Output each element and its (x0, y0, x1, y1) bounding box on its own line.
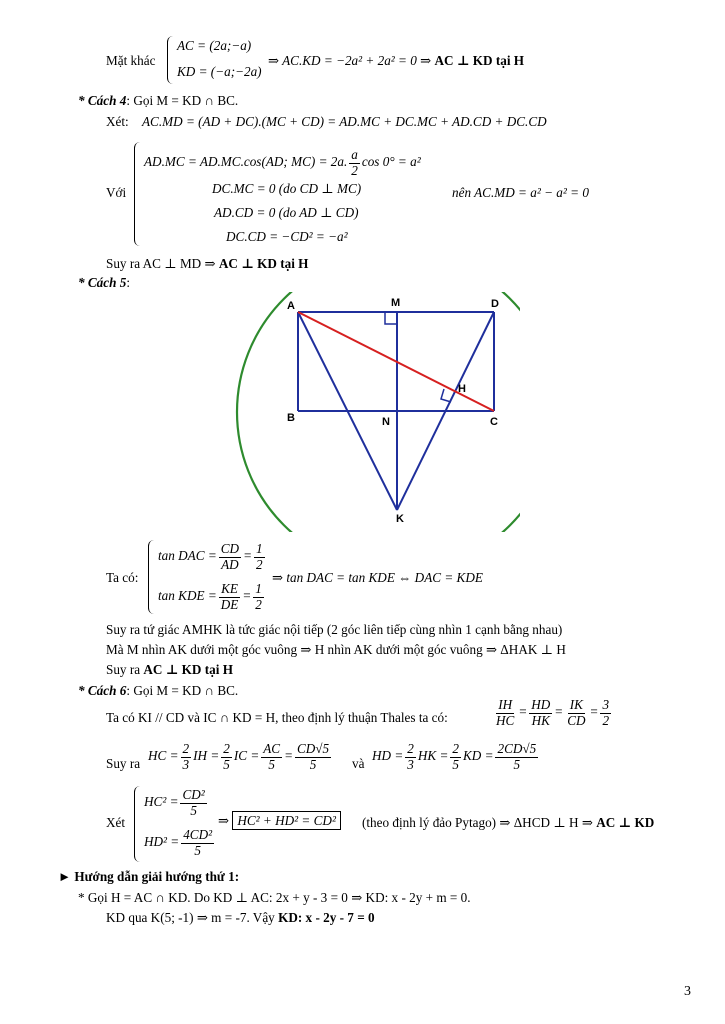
geometry-figure (220, 292, 520, 532)
cach6-hc-squared: HC² = $\frac{\text{CD²}}{5}$ (144, 787, 205, 818)
cach4-row4: DC.CD = −CD² = −a² (226, 229, 348, 244)
cach4-voi: Với (106, 185, 127, 200)
system-brace (167, 36, 176, 84)
cach6-suyra: Suy ra (106, 756, 141, 771)
system-brace (134, 786, 143, 862)
cach5-result: ⇒ tan DAC = tan KDE ⇔ DAC = KDE (272, 570, 483, 585)
guide-line2: KD qua K(5; -1) ⇒ m = -7. Vậy KD: x - 2y - 7 = 0 (106, 910, 375, 925)
cach5-tan-kde: tan KDE = $\frac{KE}{DE}$ = $\frac{1}{2}$ (158, 581, 262, 612)
cach6-thales-ratio: $\frac{IH}{HC}$ = $\frac{HD}{HK}$ = $\frac{IK}{CD}$ = $\frac{3}{2}$ (496, 697, 610, 728)
cach5-heading: * Cách 5: (78, 275, 131, 290)
cach6-pythagoras: ⇒ HC² + HD² = CD² (218, 813, 341, 828)
cach4-conclusion: Suy ra AC ⊥ MD ⇒ AC ⊥ KD tại H (106, 256, 309, 271)
cach6-hd-squared: HD² = $\frac{\text{4CD²}}{5}$ (144, 827, 213, 858)
label-c: C (490, 416, 498, 428)
cach6-xet: Xét (106, 815, 126, 830)
right-angle-m (385, 312, 397, 324)
cach4-expression: AC.MD = (AD + DC).(MC + CD) = AD.MC + DC.MC + AD.CD + DC.CD (142, 114, 547, 129)
cach6-thales-text: Ta có KI // CD và IC ∩ KD = H, theo định lý thuận Thales ta có: (106, 710, 448, 725)
cach5-tan-dac: tan DAC = $\frac{CD}{AD}$ = $\frac{1}{2}$ (158, 541, 263, 572)
dot-product-result: ⇒ AC.KD = −2a² + 2a² = 0 ⇒ AC ⊥ KD tại H (268, 53, 525, 68)
cach4-row1: AD.MC = AD.MC.cos(AD; MC) = 2a. $\frac{a}{2}$ cos 0° = a² (144, 147, 421, 178)
vector-ac: AC = (2a;−a) (177, 38, 252, 53)
label-d: D (491, 298, 499, 310)
cach6-heading: * Cách 6: Gọi M = KD ∩ BC. (78, 683, 239, 698)
system-brace (134, 142, 143, 246)
cach6-hd: HD = $\frac{2}{3}$ HK = $\frac{2}{5}$ KD = $\frac{2CD√5}{5}$ (372, 741, 537, 772)
text-mat-khac: Mặt khác (106, 53, 156, 68)
cach6-result: (theo định lý đảo Pytago) ⇒ ΔHCD ⊥ H ⇒ AC ⊥ KD (362, 815, 655, 830)
label-b: B (287, 412, 295, 424)
system-brace (148, 540, 157, 614)
right-angle-h (441, 389, 451, 402)
cach5-line2: Mà M nhìn AK dưới một góc vuông ⇒ H nhìn AK dưới một góc vuông ⇒ ΔHAK ⊥ H (106, 642, 566, 657)
label-k: K (396, 513, 404, 525)
cach4-heading: * Cách 4: Gọi M = KD ∩ BC. (78, 93, 239, 108)
label-m: M (391, 297, 401, 309)
label-h: H (458, 383, 466, 395)
cach5-taco: Ta có: (106, 570, 139, 585)
cach4-row2: DC.MC = 0 (do CD ⊥ MC) (212, 181, 362, 196)
label-n: N (382, 416, 390, 428)
cach5-line1: Suy ra tứ giác AMHK là tức giác nội tiếp (2 góc liên tiếp cùng nhìn 1 cạnh bằng nhau) (106, 622, 563, 637)
cach5-line3: Suy ra AC ⊥ KD tại H (106, 662, 233, 677)
guide-line1: * Gọi H = AC ∩ KD. Do KD ⊥ AC: 2x + y - 3 = 0 ⇒ KD: x - 2y + m = 0. (78, 890, 471, 905)
cach6-va: và (352, 756, 365, 771)
cach4-xet: Xét: (106, 114, 129, 129)
vector-kd: KD = (−a;−2a) (177, 64, 262, 79)
cach4-nen: nên AC.MD = a² − a² = 0 (452, 185, 589, 200)
cach4-row3: AD.CD = 0 (do AD ⊥ CD) (214, 205, 359, 220)
cach6-hc: HC = $\frac{2}{3}$ IH = $\frac{2}{5}$ IC = $\frac{AC}{5}$ = $\frac{CD√5}{5}$ (148, 741, 330, 772)
page-number: 3 (684, 984, 691, 999)
guide-heading: ► Hướng dẫn giải hướng thứ 1: (58, 869, 240, 884)
label-a: A (287, 300, 295, 312)
